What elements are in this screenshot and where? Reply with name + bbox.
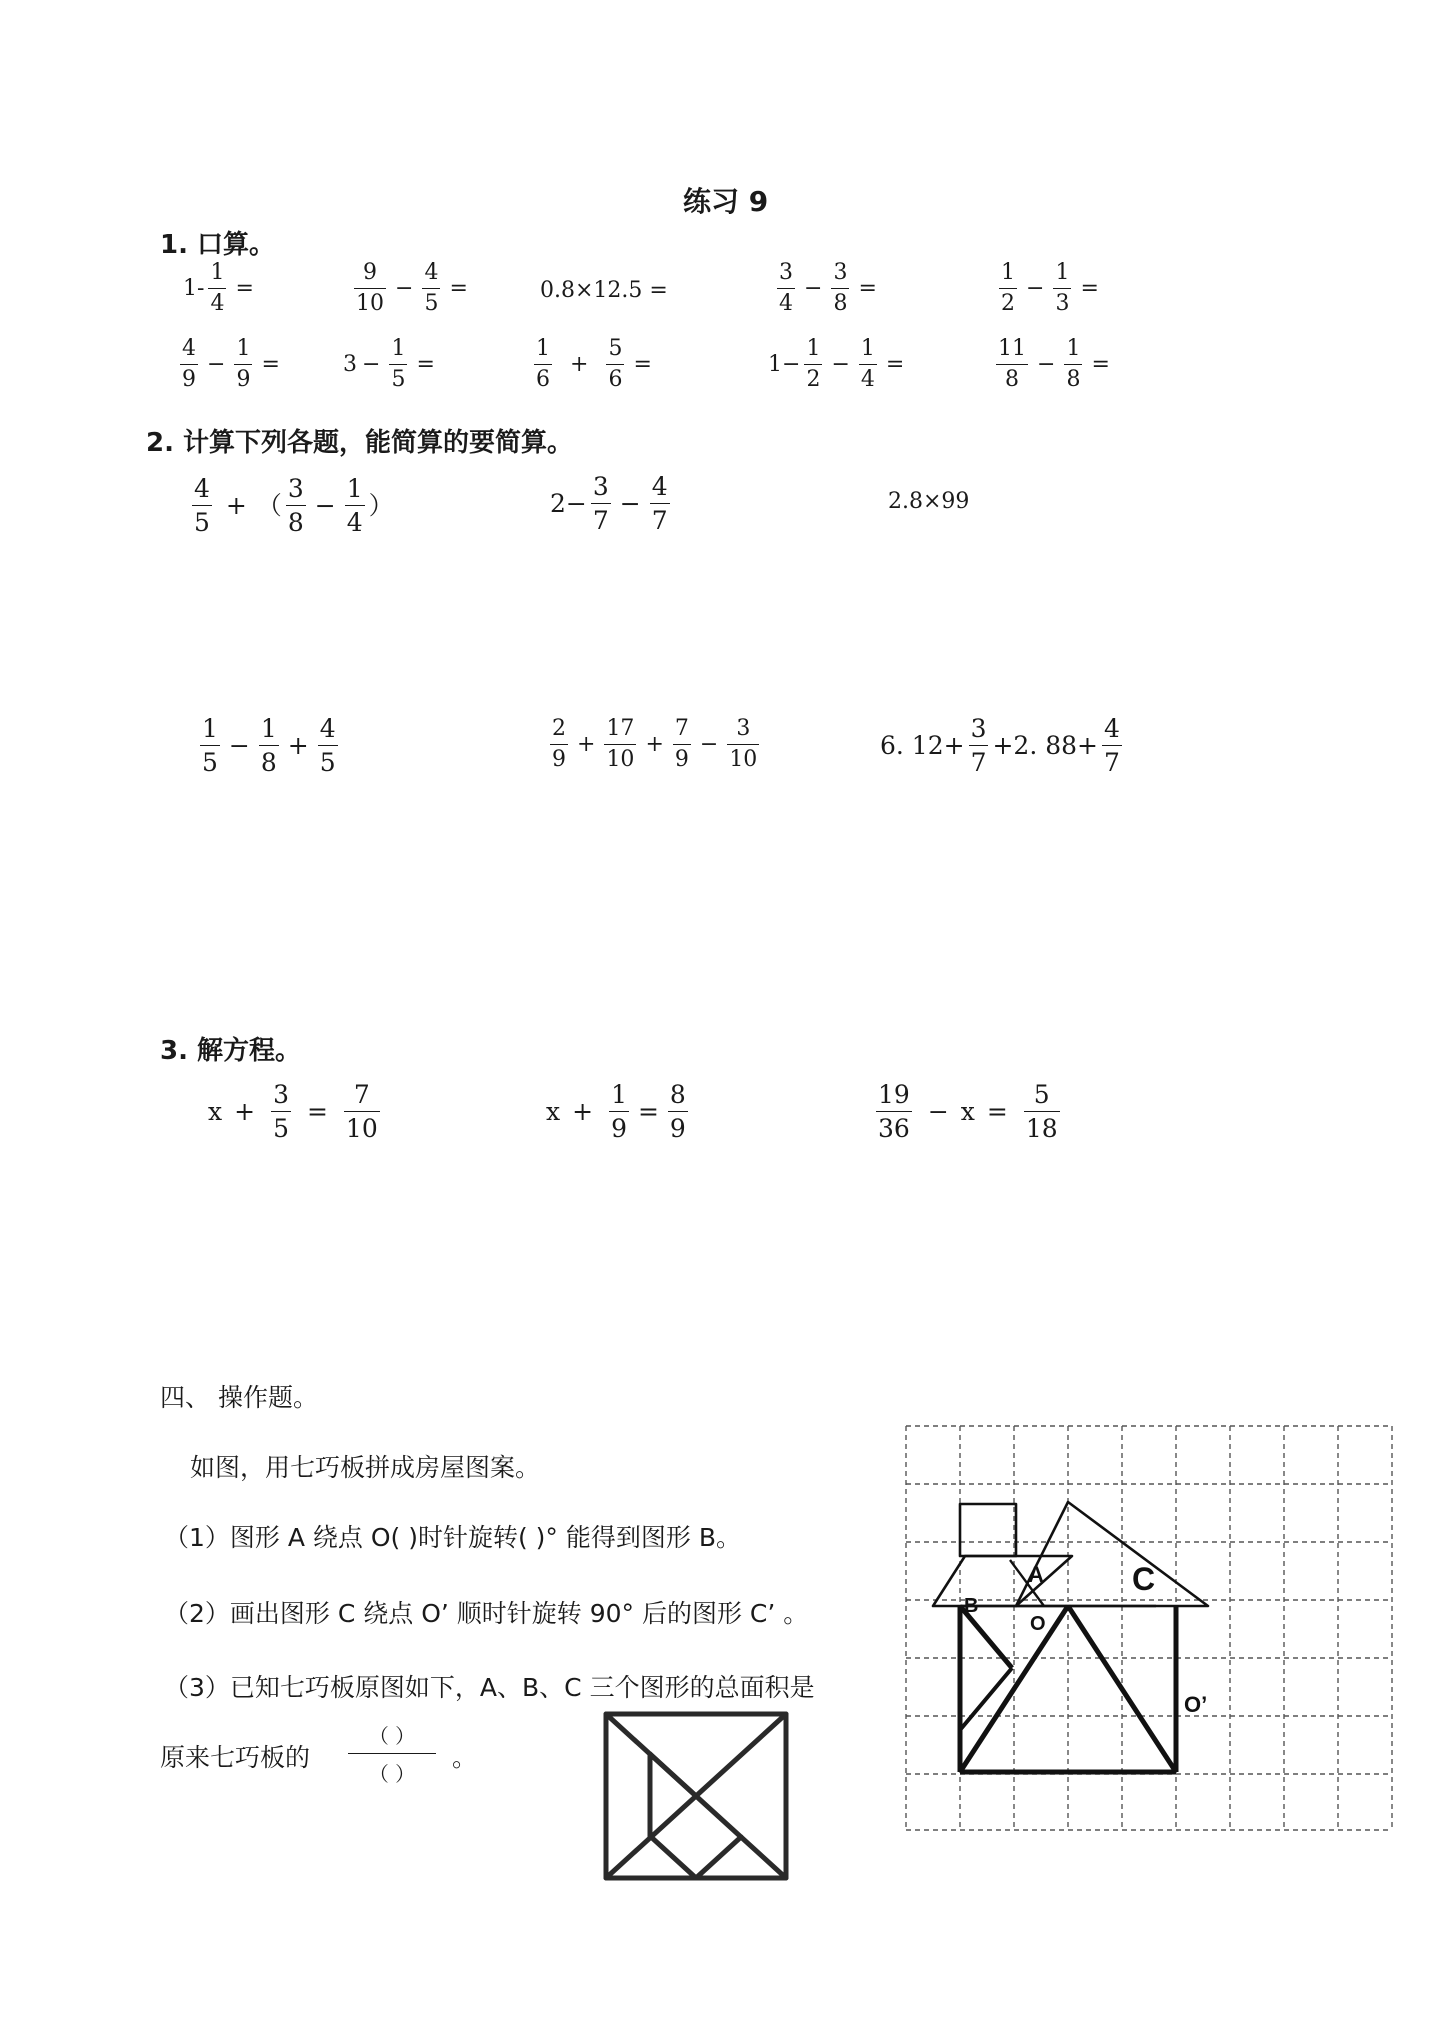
numerator: 1 [391,336,406,361]
fraction [271,1082,291,1141]
numerator: 3 [736,716,751,741]
q2-expr-1 [188,476,394,535]
denominator: 10 [345,1114,378,1143]
denominator: 6 [608,367,623,392]
fraction [1064,338,1082,391]
denominator: 10 [729,747,758,772]
equals-sign: = [1091,351,1110,377]
label-o: O [1030,1613,1046,1635]
numerator: 2 [552,716,566,741]
q2-expr-6 [880,716,1126,775]
fraction [180,338,198,391]
operand: 1− [768,351,801,377]
numerator: 3 [273,1080,289,1109]
variable-x: x [546,1097,561,1126]
numerator: 3 [592,472,609,501]
plus-sign: + [287,731,309,760]
denominator: 9 [674,747,689,772]
fraction [727,718,759,771]
denominator: 8 [1005,367,1019,392]
numerator: 1 [536,336,550,361]
fraction [422,262,440,315]
numerator: 5 [608,336,623,361]
denominator: 9 [669,1114,686,1143]
minus-sign: − [831,351,850,377]
label-a: A [1028,1562,1044,1587]
denominator: 8 [833,291,848,316]
fraction [591,474,611,533]
minus-sign: − [228,731,250,760]
tangram-edge [696,1796,741,1837]
operand: 2− [550,489,587,518]
fraction [354,262,386,315]
q1-expr-7 [343,338,440,391]
fraction [208,262,226,315]
numerator: 1 [202,714,218,743]
denominator: 5 [319,748,336,777]
denominator: 6 [536,367,550,392]
fraction [606,338,624,391]
q2-expr-2 [550,474,674,533]
denominator: 5 [273,1114,289,1143]
numerator: 4 [319,714,336,743]
minus-sign: − [619,489,641,518]
denominator: 4 [860,367,875,392]
denominator: 2 [1001,291,1015,316]
numerator: 7 [353,1080,370,1109]
denominator: 7 [1103,748,1120,777]
numerator: 1 [210,260,225,285]
roof-parallelogram [933,1556,1072,1606]
worksheet-title: 练习 9 [683,185,769,218]
operand: 6. 12+ [880,731,965,760]
numerator: 1 [260,714,277,743]
q4-intro: 如图，用七巧板拼成房屋图案。 [190,1453,541,1482]
denominator: 4 [210,291,225,316]
operand: +2. 88+ [992,731,1098,760]
denominator: 9 [182,367,196,392]
label-b: B [964,1595,979,1617]
fraction [1102,716,1122,775]
q1-expr-10 [992,338,1115,391]
denominator: 3 [1055,291,1070,316]
label-o-prime: O’ [1184,1692,1208,1717]
equals-sign: = [261,351,280,377]
fraction [200,716,220,775]
equals-sign: = [416,351,435,377]
triangle-b-edge [960,1668,1012,1730]
q1-expr-3: 0.8×12.5 = [540,278,668,303]
fraction [668,1082,688,1141]
chimney-square [960,1504,1016,1556]
q1-expr-6 [176,338,285,391]
denominator: 36 [878,1114,910,1143]
numerator: 11 [998,336,1026,361]
q4-part-4: 原来七巧板的 [160,1743,311,1772]
numerator: 17 [606,716,635,741]
denominator: 4 [779,291,793,316]
tangram-edge [696,1837,741,1878]
tangram-edge [741,1837,786,1878]
section-2-heading: 2. 计算下列各题，能简算的要简算。 [146,428,574,458]
denominator: 10 [356,291,384,316]
right-paren: ） [368,491,394,520]
tangram-original-figure [600,1708,792,1884]
numerator: 1 [611,1080,627,1109]
equals-sign: = [885,351,905,377]
triangle-edge [960,1606,1068,1772]
fraction [996,338,1028,391]
equals-sign: = [633,351,652,377]
numerator: 1 [1066,336,1081,361]
fraction [673,718,691,771]
plus-sign: + [225,491,247,520]
fraction [999,262,1017,315]
denominator: 8 [260,748,277,777]
numerator: 7 [674,716,689,741]
denominator: 5 [424,291,439,316]
denominator: 10 [606,747,635,772]
plus-sign: + [577,731,596,757]
numerator: 1 [1055,260,1070,285]
denominator: 9 [611,1114,627,1143]
house-grid-figure [900,1420,1400,1840]
variable-x: x [208,1097,223,1126]
q4-part-3: （3）已知七巧板原图如下，A、B、C 三个图形的总面积是 [164,1673,815,1702]
fraction [876,1082,912,1141]
equals-sign: = [858,275,877,301]
q1-expr-2 [350,262,473,315]
fraction [344,1082,380,1141]
equals-sign: = [637,1097,659,1126]
q3-equation-1 [208,1082,384,1141]
numerator: 3 [833,260,848,285]
minus-sign: − [1026,275,1045,301]
denominator: 2 [806,367,821,392]
answer-fraction-blank[interactable] [348,1720,436,1787]
tangram-edge [650,1836,696,1878]
plus-sign: + [572,1097,594,1126]
numerator: 4 [194,474,210,503]
equals-sign: = [986,1097,1008,1126]
minus-sign: − [395,275,414,301]
fraction [259,716,279,775]
denominator: 5 [202,748,218,777]
minus-sign: − [804,275,823,301]
plus-sign: + [645,731,664,757]
denominator: 7 [970,748,987,777]
answer-numerator-blank[interactable]: （ ） [368,1724,416,1748]
q4-part-4-end: 。 [452,1743,478,1772]
fraction [804,338,822,391]
numerator: 9 [363,260,377,285]
numerator: 1 [346,474,363,503]
q1-expr-4 [773,262,882,315]
fraction [1053,262,1071,315]
minus-sign: − [699,731,719,757]
q1-expr-9 [768,338,909,391]
q2-expr-5 [546,718,763,771]
minus-sign: − [927,1097,949,1126]
q4-part-1: （1）图形 A 绕点 O( )时针旋转( )° 能得到图形 B。 [164,1523,741,1552]
q2-expr-4 [196,716,342,775]
denominator: 18 [1025,1114,1058,1143]
fraction [192,476,212,535]
numerator: 4 [182,336,196,361]
numerator: 1 [1001,260,1015,285]
denominator: 7 [592,506,609,535]
numerator: 4 [1103,714,1120,743]
q1-expr-1 [183,262,259,315]
fraction [234,338,252,391]
numerator: 1 [806,336,821,361]
fraction [318,716,338,775]
operand: 3 [343,351,357,377]
fraction [831,262,849,315]
denominator: 4 [346,508,363,537]
fraction [1024,1082,1060,1141]
tangram-edge [650,1754,696,1796]
equals-sign: = [1080,275,1099,301]
label-c: C [1132,1561,1156,1597]
q1-expr-5 [995,262,1104,315]
fraction [604,718,636,771]
numerator: 8 [669,1080,686,1109]
numerator: 4 [651,472,668,501]
plus-sign: + [234,1097,256,1126]
section-3-heading: 3. 解方程。 [160,1036,302,1066]
q3-equation-2 [546,1082,692,1141]
q4-part-2: （2）画出图形 C 绕点 O’ 顺时针旋转 90° 后的图形 C’ 。 [164,1599,809,1628]
numerator: 3 [779,260,793,285]
q1-expr-8 [530,338,657,391]
section-1-heading: 1. 口算。 [160,230,276,260]
minus-sign: − [314,491,336,520]
answer-denominator-blank[interactable]: （ ） [368,1762,416,1786]
fraction [777,262,795,315]
denominator: 7 [651,506,668,535]
left-paren: （ [256,491,282,520]
numerator: 5 [1033,1080,1050,1109]
equals-sign: = [306,1097,328,1126]
denominator: 8 [1066,367,1081,392]
q3-equation-3 [872,1082,1064,1141]
denominator: 9 [552,747,566,772]
section-4-heading: 四、 操作题。 [160,1383,318,1412]
numerator: 1 [236,336,251,361]
minus-sign: − [1037,351,1056,377]
numerator: 3 [970,714,987,743]
fraction [550,718,568,771]
fraction [609,1082,629,1141]
q2-expr-3: 2.8×99 [888,489,970,514]
numerator: 4 [424,260,439,285]
roof-triangle-c [1016,1502,1208,1606]
fraction [389,338,407,391]
operand: 1- [183,275,205,301]
variable-x: x [960,1097,975,1126]
minus-sign: − [207,351,226,377]
denominator: 5 [391,367,406,392]
plus-sign: + [570,351,589,377]
numerator: 1 [860,336,875,361]
triangle-edge [1068,1606,1176,1772]
denominator: 8 [287,508,304,537]
numerator: 19 [878,1080,910,1109]
numerator: 3 [287,474,304,503]
fraction [969,716,989,775]
fraction [286,476,306,535]
minus-sign: − [362,351,381,377]
fraction [859,338,877,391]
denominator: 9 [236,367,251,392]
fraction [534,338,552,391]
equals-sign: = [235,275,254,301]
denominator: 5 [194,508,210,537]
equals-sign: = [449,275,468,301]
fraction [650,474,670,533]
fraction [345,476,365,535]
